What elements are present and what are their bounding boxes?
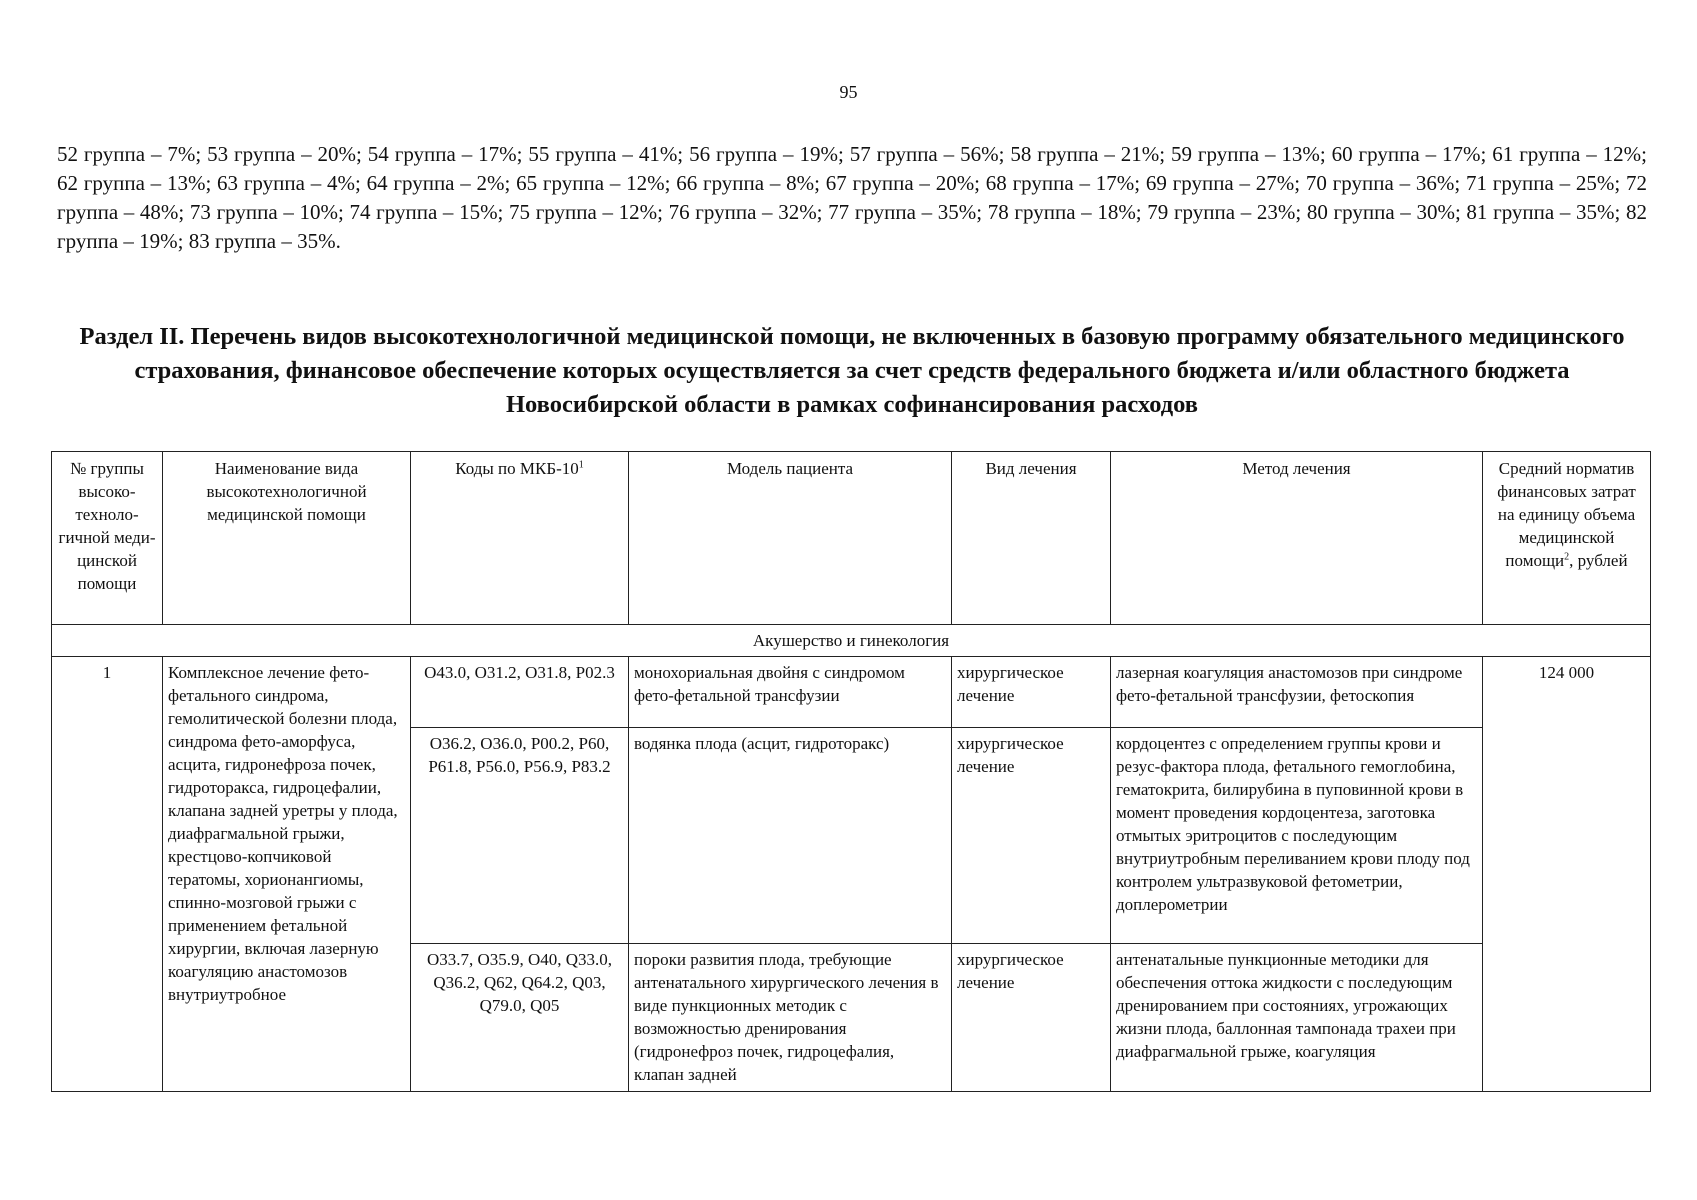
- row-method: антенатальные пункционные методики для обеспечения оттока жидкости с последующим дренированием при состояниях, угрожающих жизни плода, баллонная тампонада трахеи при диафрагмальной грыже, коагуляция: [1111, 944, 1483, 1092]
- header-cost: [1483, 452, 1651, 625]
- row-codes: O43.0, O31.2, O31.8, P02.3: [411, 657, 629, 728]
- header-group-no: № группы высоко-техноло-гичной меди-цинской помощи: [52, 452, 163, 625]
- row-method: лазерная коагуляция анастомозов при синдроме фето-фетальной трансфузии, фетоскопия: [1111, 657, 1483, 728]
- row-codes: O36.2, O36.0, P00.2, P60, P61.8, P56.0, P56.9, P83.2: [411, 728, 629, 944]
- group-cost: 124 000: [1483, 657, 1651, 1092]
- row-method: кордоцентез с определением группы крови и резус-фактора плода, фетального гемоглобина, гематокрита, билирубина в пуповинной крови в момент проведения кордоцентеза, заготовка отмытых эритроцитов с последующим внутриутробным переливанием крови плоду под контролем ультразвуковой фетометрии, доплерометрии: [1111, 728, 1483, 944]
- row-codes: O33.7, O35.9, O40, Q33.0, Q36.2, Q62, Q64.2, Q03, Q79.0, Q05: [411, 944, 629, 1092]
- row-treatment-type: хирургическое лечение: [952, 728, 1111, 944]
- row-model: пороки развития плода, требующие антенатального хирургического лечения в виде пункционных методик с возможностью дренирования (гидронефроз почек, гидроцефалия, клапан задней: [629, 944, 952, 1092]
- section-title: Раздел II. Перечень видов высокотехнологичной медицинской помощи, не включенных в базовую программу обязательного медицинского страхования, финансовое обеспечение которых осуществляется за счет средств федерального бюджета и/или областного бюджета Новосибирской области в рамках софинансирования расходов: [79, 323, 1625, 418]
- header-codes: [411, 452, 629, 625]
- section-label: Акушерство и гинекология: [52, 625, 1651, 657]
- header-cost-footnote: 2: [1564, 551, 1570, 563]
- table-section-row: [52, 625, 1651, 657]
- header-codes-label: Коды по МКБ-10: [455, 459, 579, 478]
- row-treatment-type: хирургическое лечение: [952, 944, 1111, 1092]
- header-name: Наименование вида высокотехнологичной медицинской помощи: [163, 452, 411, 625]
- row-model: водянка плода (асцит, гидроторакс): [629, 728, 952, 944]
- hmp-table: [51, 451, 1651, 1092]
- table-header-row: [52, 452, 1651, 625]
- header-method: Метод лечения: [1111, 452, 1483, 625]
- row-treatment-type: хирургическое лечение: [952, 657, 1111, 728]
- intro-paragraph: 52 группа – 7%; 53 группа – 20%; 54 группа – 17%; 55 группа – 41%; 56 группа – 19%; 57 группа – 56%; 58 группа – 21%; 59 группа – 13%; 60 группа – 17%; 61 группа – 12%; 62 группа – 13%; 63 группа – 4%; 64 группа – 2%; 65 группа – 12%; 66 группа – 8%; 67 группа – 20%; 68 группа – 17%; 69 группа – 27%; 70 группа – 36%; 71 группа – 25%; 72 группа – 48%; 73 группа – 10%; 74 группа – 15%; 75 группа – 12%; 76 группа – 32%; 77 группа – 35%; 78 группа – 18%; 79 группа – 23%; 80 группа – 30%; 81 группа – 35%; 82 группа – 19%; 83 группа – 35%.: [57, 142, 1647, 253]
- header-cost-label: Средний норматив финансовых затрат на единицу объема медицинской помощи: [1497, 459, 1636, 570]
- header-treatment-type: Вид лечения: [952, 452, 1111, 625]
- page-number: 95: [839, 82, 858, 102]
- header-model: Модель пациента: [629, 452, 952, 625]
- table-row: [52, 657, 1651, 728]
- header-cost-suffix: , рублей: [1569, 551, 1628, 570]
- header-codes-footnote: 1: [578, 459, 584, 471]
- row-model: монохориальная двойня с синдромом фето-фетальной трансфузии: [629, 657, 952, 728]
- group-name: Комплексное лечение фето-фетального синдрома, гемолитической болезни плода, синдрома фето-аморфуса, асцита, гидронефроза почек, гидроторакса, гидроцефалии, клапана задней уретры у плода, диафрагмальной грыжи, крестцово-копчиковой тератомы, хорионангиомы, спинно-мозговой грыжи с применением фетальной хирургии, включая лазерную коагуляцию анастомозов внутриутробное: [163, 657, 411, 1092]
- group-number: 1: [52, 657, 163, 1092]
